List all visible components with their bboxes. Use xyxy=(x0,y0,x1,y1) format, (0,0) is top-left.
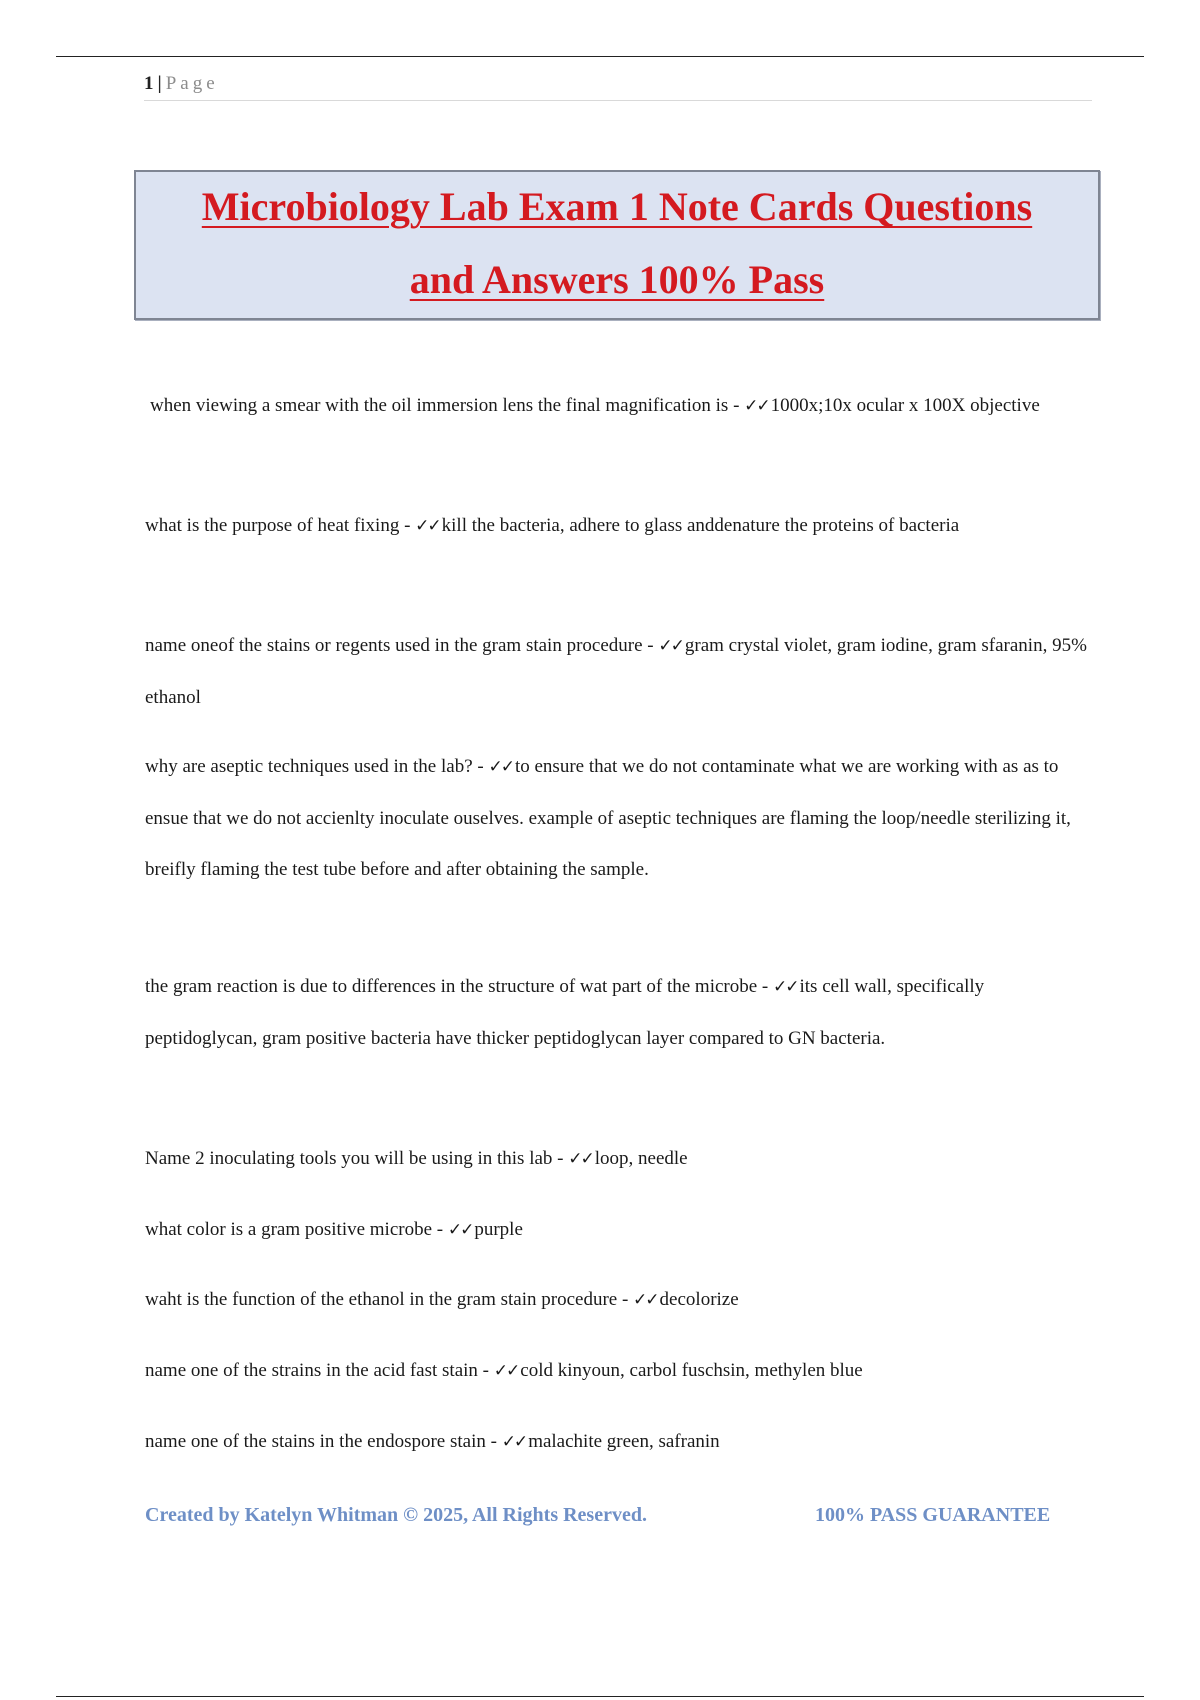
question: name one of the strains in the acid fast stain - xyxy=(145,1360,494,1381)
qa-item-4 xyxy=(145,741,1090,895)
question: why are aseptic techniques used in the lab? - xyxy=(145,756,489,777)
page-separator: | xyxy=(157,73,162,94)
answer: malachite green, safranin xyxy=(528,1431,720,1452)
answer: kill the bacteria, adhere to glass anddenature the proteins of bacteria xyxy=(441,515,960,536)
footer-copyright: Created by Katelyn Whitman © 2025, All Rights Reserved. xyxy=(145,1504,647,1526)
qa-item-2 xyxy=(145,500,1090,552)
answer: loop, needle xyxy=(594,1148,688,1169)
check-icon: ✓✓ xyxy=(633,1290,658,1310)
check-icon: ✓✓ xyxy=(773,977,798,997)
page-header xyxy=(144,70,1092,101)
answer: its cell wall, specifically peptidoglycan, gram positive bacteria have thicker peptidoglycan layer compared to GN bacteria. xyxy=(145,976,985,1049)
check-icon: ✓✓ xyxy=(744,396,769,416)
question: when viewing a smear with the oil immersion lens the final magnification is - xyxy=(150,395,745,416)
footer-guarantee: 100% PASS GUARANTEE xyxy=(815,1504,1051,1526)
check-icon: ✓✓ xyxy=(501,1432,527,1452)
qa-item-3 xyxy=(145,620,1090,723)
page-number: 1 xyxy=(144,73,154,94)
check-icon: ✓✓ xyxy=(488,757,513,777)
qa-item-10 xyxy=(145,1416,1090,1468)
top-rule xyxy=(56,56,1144,57)
qa-item-7 xyxy=(145,1204,1090,1256)
title-box xyxy=(134,170,1100,320)
document-title-line-1: Microbiology Lab Exam 1 Note Cards Questions xyxy=(201,184,1033,229)
page-label: Page xyxy=(165,73,219,94)
question: what color is a gram positive microbe - xyxy=(145,1219,448,1240)
question: name one of the stains in the endospore stain - xyxy=(145,1431,502,1452)
qa-item-5 xyxy=(145,961,1090,1064)
bottom-rule xyxy=(56,1696,1144,1697)
answer: 1000x;10x ocular x 100X objective xyxy=(770,395,1040,416)
check-icon: ✓✓ xyxy=(568,1149,593,1169)
question: Name 2 inoculating tools you will be using in this lab - xyxy=(145,1148,569,1169)
qa-item-1 xyxy=(145,380,1090,432)
answer: gram crystal violet, gram iodine, gram sfaranin, 95% ethanol xyxy=(145,635,1087,708)
question: name oneof the stains or regents used in the gram stain procedure - xyxy=(145,635,659,656)
question: waht is the function of the ethanol in the gram stain procedure - xyxy=(145,1289,634,1310)
answer: decolorize xyxy=(659,1289,739,1310)
question: what is the purpose of heat fixing - xyxy=(145,515,416,536)
answer: purple xyxy=(474,1219,523,1240)
check-icon: ✓✓ xyxy=(493,1361,519,1381)
check-icon: ✓✓ xyxy=(415,516,440,536)
qa-item-9 xyxy=(145,1345,1090,1397)
check-icon: ✓✓ xyxy=(447,1220,473,1240)
check-icon: ✓✓ xyxy=(658,636,683,656)
qa-item-6 xyxy=(145,1133,1090,1185)
answer: to ensure that we do not contaminate what we are working with as as to ensue that we do not accienlty inoculate ouselves. example of aseptic techniques are flaming the loop/needle sterilizing it, breifly flaming the test tube before and after obtaining the sample. xyxy=(145,756,1071,880)
document-title-line-2: and Answers 100% Pass xyxy=(409,257,825,302)
answer: cold kinyoun, carbol fuschsin, methylen blue xyxy=(520,1360,863,1381)
qa-item-8 xyxy=(145,1274,1090,1326)
question: the gram reaction is due to differences in the structure of wat part of the microbe - xyxy=(145,976,773,997)
